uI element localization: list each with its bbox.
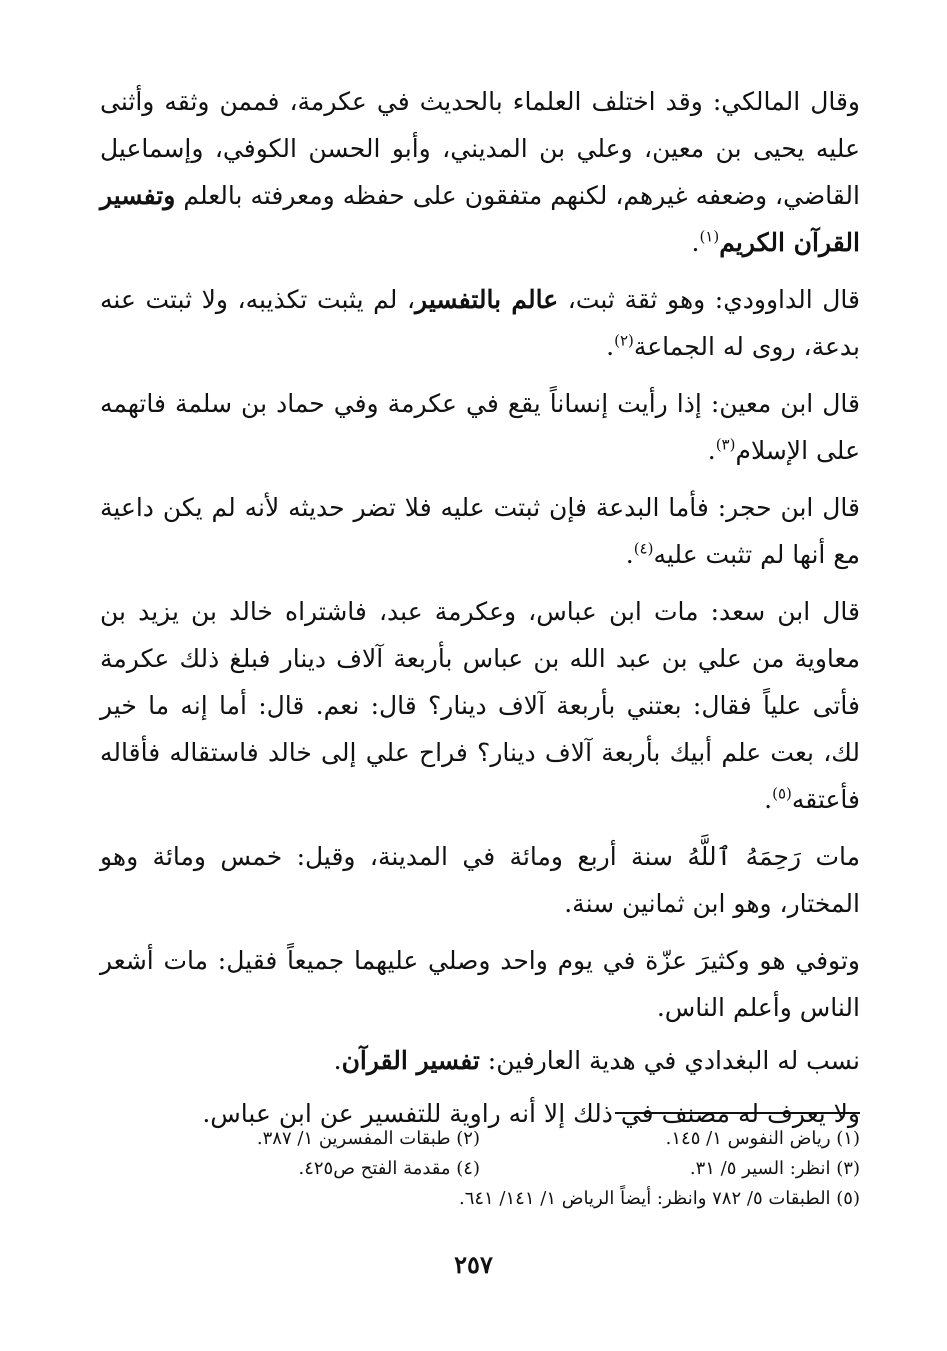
bold-phrase: وتفسير القرآن الكريم xyxy=(100,181,860,257)
page-number: ٢٥٧ xyxy=(454,1250,493,1279)
paragraph-text: نسب له البغدادي في هدية العارفين: xyxy=(479,1046,860,1075)
footnote-ref: (٣) xyxy=(715,435,736,454)
footnote-row xyxy=(100,1124,860,1154)
paragraph-text: مات رَحِمَهُ ٱللَّهُ سنة أربع ومائة في المدينة، وقيل: خمس ومائة وهو المختار، وهو ابن ثمانين سنة. xyxy=(100,842,860,918)
paragraph-text: قال ابن سعد: مات ابن عباس، وعكرمة عبد، فاشتراه خالد بن يزيد بن معاوية من علي بن عبد الله بن عباس بأربعة آلاف دينار فبلغ ذلك عكرمة فأتى علياً فقال: بعتني بأربعة آلاف دينار؟ قال: نعم. قال: أما إنه ما خير لك، بعت علم أبيك بأربعة آلاف دينار؟ فراح علي إلى خالد فاستقاله فأقاله فأعتقه xyxy=(100,597,860,814)
paragraph-maliki xyxy=(100,78,860,266)
footnote-3: (٣) انظر: السير ٥/ ٣١. xyxy=(689,1158,860,1179)
paragraph-text: قال ابن حجر: فأما البدعة فإن ثبتت عليه فلا تضر حديثه لأنه لم يكن داعية مع أنها لم تثبت عليه xyxy=(100,493,860,569)
paragraph-kuthayyir xyxy=(100,937,860,1031)
footnote-ref: (١) xyxy=(699,227,720,246)
paragraph-ibn-hajar xyxy=(100,484,860,578)
sentence-end: . xyxy=(606,332,615,361)
paragraph-text: قال الداوودي: وهو ثقة ثبت، xyxy=(558,285,860,314)
paragraph-text: قال ابن معين: إذا رأيت إنساناً يقع في عكرمة وفي حماد بن سلمة فاتهمه على الإسلام xyxy=(100,389,860,465)
footnote-row xyxy=(100,1154,860,1184)
footnote-1: (١) رياض النفوس ١/ ١٤٥. xyxy=(665,1128,860,1149)
sentence-end: . xyxy=(764,785,773,814)
paragraph-text: ولا يعرف له مصنف في ذلك إلا أنه راوية للتفسير عن ابن عباس. xyxy=(202,1099,860,1128)
sentence-end: . xyxy=(707,436,716,465)
footnote-2: (٢) طبقات المفسرين ١/ ٣٨٧. xyxy=(256,1128,480,1149)
paragraph-text: ، لم يثبت تكذيبه، ولا ثبتت عنه بدعة، روى له الجماعة xyxy=(100,285,860,361)
sentence-end: . xyxy=(691,228,700,257)
sentence-end: . xyxy=(333,1046,342,1075)
bold-phrase: عالم بالتفسير xyxy=(415,285,559,314)
footnote-5: (٥) الطبقات ٥/ ٧٨٢ وانظر: أيضاً الرياض ١/ ١٤١/ ٦٤١. xyxy=(458,1188,860,1209)
footnote-ref: (٤) xyxy=(633,539,654,558)
footnote-4: (٤) مقدمة الفتح ص٤٢٥. xyxy=(298,1158,480,1179)
main-text xyxy=(100,78,860,1143)
paragraph-text: وتوفي هو وكثيرَ عزّة في يوم واحد وصلي عليهما جميعاً فقيل: مات أشعر الناس وأعلم الناس. xyxy=(100,946,860,1022)
paragraph-ibn-saad xyxy=(100,588,860,823)
sentence-end: . xyxy=(625,540,634,569)
paragraph-ibn-main xyxy=(100,380,860,474)
paragraph-baghdadi xyxy=(100,1037,860,1084)
footnote-ref: (٥) xyxy=(772,784,792,803)
footnote-ref: (٢) xyxy=(614,331,634,350)
paragraph-death xyxy=(100,833,860,927)
paragraph-text: وقال المالكي: وقد اختلف العلماء بالحديث في عكرمة، فممن وثقه وأثنى عليه يحيى بن معين، وعلي بن المديني، وأبو الحسن الكوفي، وإسماعيل القاضي، وضعفه غيرهم، لكنهم متفقون على حفظه ومعرفته بالعلم xyxy=(100,87,860,210)
footnote-divider xyxy=(615,1112,860,1114)
footnotes xyxy=(100,1112,860,1214)
paragraph-dawudi xyxy=(100,276,860,370)
bold-phrase: تفسير القرآن xyxy=(341,1046,480,1075)
